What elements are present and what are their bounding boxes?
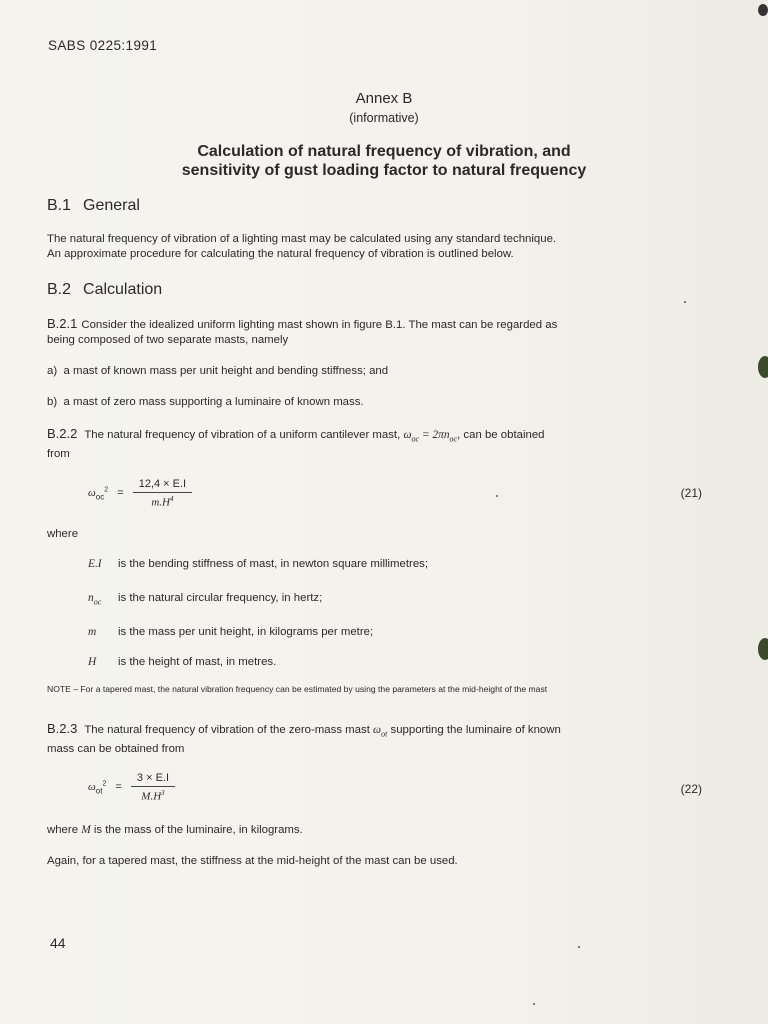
punch-hole-mark xyxy=(758,356,768,378)
standard-code: SABS 0225:1991 xyxy=(48,38,158,53)
eq-lhs-sub: ot xyxy=(95,786,103,796)
def-symbol: m xyxy=(88,626,97,638)
list-text: a mast of known mass per unit height and bending stiffness; and xyxy=(63,365,389,377)
list-item-a xyxy=(47,364,707,379)
def-symbol: H xyxy=(88,656,97,668)
section-title: General xyxy=(83,197,140,214)
b22-text: The natural frequency of vibration of a uniform cantilever mast, xyxy=(84,429,401,441)
def-text: is the height of mast, in metres. xyxy=(118,656,277,668)
again-line: Again, for a tapered mast, the stiffness at the mid-height of the mast can be used. xyxy=(47,855,458,867)
where-text: where xyxy=(47,824,79,836)
definition-ei xyxy=(88,558,428,570)
omega-symbol: $\omega_{oc} = 2\pi n_{oc}$ xyxy=(403,429,458,444)
section-b2-heading xyxy=(47,281,162,299)
equation-21 xyxy=(88,478,192,509)
def-symbol-sub: oc xyxy=(93,597,102,607)
annex-heading-line1: Calculation of natural frequency of vibration, and xyxy=(197,143,571,160)
definition-h xyxy=(88,656,276,668)
list-label: a) xyxy=(47,365,58,377)
section-number: B.1 xyxy=(47,197,72,214)
eq-equals: = xyxy=(115,781,122,794)
b21-line: being composed of two separate masts, namely xyxy=(47,333,289,346)
list-item-b xyxy=(47,395,707,410)
omega-ot-symbol: $\omega_{ot}$ xyxy=(373,724,388,739)
eq-den-sup: 4 xyxy=(169,495,174,503)
definition-noc xyxy=(88,592,322,606)
b23-text: The natural frequency of vibration of the zero-mass mast xyxy=(84,724,370,736)
b21-paragraph xyxy=(47,317,707,347)
annex-type: (informative) xyxy=(349,111,419,125)
b23-paragraph xyxy=(47,722,707,756)
scan-speck xyxy=(533,1003,535,1005)
equation-number: (21) xyxy=(680,486,702,500)
def-symbol: M xyxy=(81,824,91,836)
section-number: B.2 xyxy=(47,281,72,298)
eq-lhs: ω xyxy=(88,781,96,794)
where-label: where xyxy=(47,528,79,540)
list-text: a mast of zero mass supporting a luminaire of known mass. xyxy=(63,396,364,408)
b1-line: An approximate procedure for calculating the natural frequency of vibration is outlined below. xyxy=(47,247,514,260)
list-label: b) xyxy=(47,396,58,408)
section-title: Calculation xyxy=(83,281,163,298)
eq-equals: = xyxy=(117,487,124,500)
def-text: is the bending stiffness of mast, in newton square millimetres; xyxy=(118,558,429,570)
b23-text-end: supporting the luminaire of known xyxy=(390,724,561,736)
scan-speck xyxy=(496,495,498,497)
where-m-line xyxy=(47,823,707,838)
b1-line: The natural frequency of vibration of a lighting mast may be calculated using any standard technique. xyxy=(47,233,557,245)
eq-lhs-sub: oc xyxy=(95,492,105,502)
eq-denominator: m.H xyxy=(151,496,170,509)
b23-line: mass can be obtained from xyxy=(47,742,185,755)
annex-heading-line2: sensitivity of gust loading factor to natural frequency xyxy=(181,162,587,179)
definition-m xyxy=(88,626,373,638)
eq-fraction xyxy=(131,772,175,803)
eq-lhs: ω xyxy=(88,487,96,500)
equation-number: (22) xyxy=(680,782,702,796)
page-number: 44 xyxy=(50,935,66,951)
eq-numerator: 12,4 × E.I xyxy=(133,478,192,493)
scan-speck xyxy=(578,946,580,948)
punch-hole-mark xyxy=(758,638,768,660)
where-text-end: is the mass of the luminaire, in kilograms. xyxy=(93,824,303,836)
clause-number: B.2.3 xyxy=(47,721,78,736)
eq-lhs-sup: 2 xyxy=(102,780,107,788)
def-text: is the natural circular frequency, in hertz; xyxy=(118,592,323,604)
eq-lhs-sup: 2 xyxy=(104,486,109,494)
eq-den-sup: 3 xyxy=(161,789,165,797)
scan-corner-mark xyxy=(758,4,768,16)
section-b1-heading xyxy=(47,197,140,215)
annex-title: Annex B xyxy=(355,90,413,107)
equation-22 xyxy=(88,772,175,803)
b1-paragraph xyxy=(47,232,707,261)
b22-line: from xyxy=(47,447,70,460)
eq-numerator: 3 × E.I xyxy=(131,772,175,787)
def-text: is the mass per unit height, in kilograms per metre; xyxy=(118,626,374,638)
def-symbol: E.I xyxy=(88,558,102,570)
def-symbol: n xyxy=(88,592,94,604)
clause-number: B.2.2 xyxy=(47,426,78,441)
annex-heading xyxy=(0,142,768,180)
clause-number: B.2.1 xyxy=(47,316,78,331)
b22-paragraph xyxy=(47,427,707,461)
note: NOTE – For a tapered mast, the natural vibration frequency can be estimated by using the parameters at the mid-height of the mast xyxy=(47,684,548,694)
b21-line: Consider the idealized uniform lighting mast shown in figure B.1. The mast can be regarded as xyxy=(81,319,558,331)
eq-fraction xyxy=(133,478,192,509)
scan-speck xyxy=(684,301,686,303)
eq-denominator: M.H xyxy=(141,790,162,803)
b22-text-end: , can be obtained xyxy=(457,429,545,441)
